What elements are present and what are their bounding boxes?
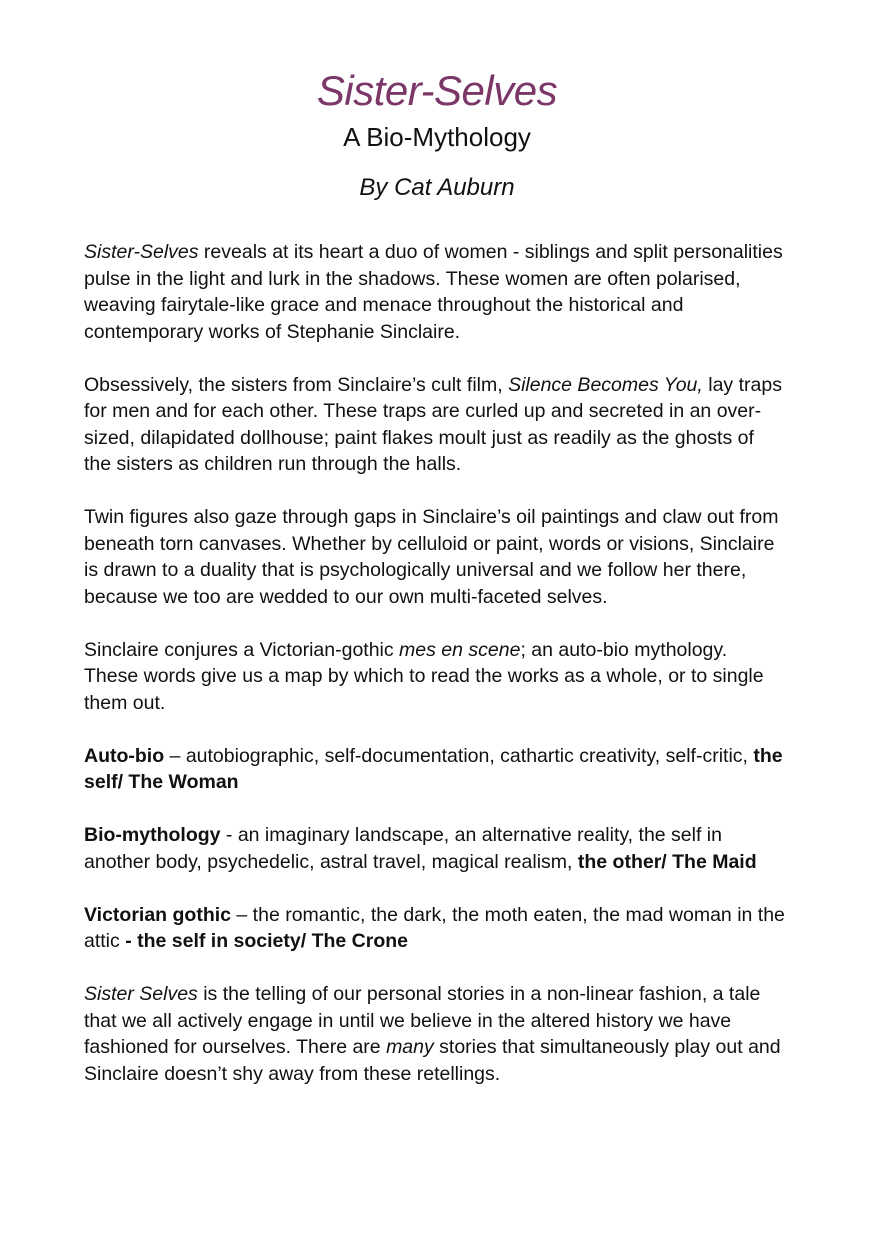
definition-conclusion: - the self in society/ The Crone	[125, 930, 408, 952]
definition-conclusion: the other/ The Maid	[577, 850, 757, 873]
author-byline: By Cat Auburn	[359, 174, 515, 201]
document-title: Sister-Selves	[316, 67, 558, 114]
paragraph-closing	[84, 981, 786, 1087]
italic-film-title: Silence Becomes You,	[508, 373, 703, 396]
definition-term: Bio-mythology	[84, 824, 221, 846]
essay-body	[84, 239, 786, 1114]
paragraph-text: is the telling of our personal stories in a non-linear fashion, a tale that we all actively engage in until we believe in the altered history we have fashioned for ourselves. There are	[84, 983, 761, 1058]
paragraph-text: Obsessively, the sisters from Sinclaire’s cult film,	[84, 373, 509, 396]
paragraph-text: stories that simultaneously play out and Sinclaire doesn’t shy away from these retellings.	[84, 1036, 781, 1085]
definition-text: – the romantic, the dark, the moth eaten, the mad woman in the attic	[84, 903, 785, 952]
definition-conclusion: the self/ The Woman	[84, 744, 783, 793]
definition-auto-bio	[84, 743, 786, 796]
document-subtitle: A Bio-Mythology	[343, 122, 531, 152]
paragraph-intro	[84, 239, 786, 345]
italic-work-title: Sister-Selves	[84, 241, 199, 263]
definition-term: Victorian gothic	[84, 903, 231, 926]
italic-phrase: mes en scene	[399, 638, 521, 661]
paragraph-text: lay traps for men and for each other. These traps are curled up and secreted in an over-sized, dilapidated dollhouse; paint flakes moult just as readily as the ghosts of the sisters as children run through the halls.	[84, 373, 782, 475]
definition-term: Auto-bio	[84, 744, 165, 767]
paragraph-film	[84, 372, 786, 478]
paragraph-text: ; an auto-bio mythology. These words give us a map by which to read the works as a whole, or to single them out.	[84, 638, 764, 714]
definition-bio-mythology	[84, 822, 786, 875]
paragraph-paintings	[84, 504, 786, 610]
definition-text: - an imaginary landscape, an alternative reality, the self in another body, psychedelic, astral travel, magical realism,	[84, 824, 722, 873]
definition-victorian-gothic	[84, 902, 786, 955]
paragraph-text: Sinclaire conjures a Victorian-gothic	[84, 638, 400, 661]
italic-work-title: Sister Selves	[84, 983, 198, 1005]
paragraph-text: reveals at its heart a duo of women - siblings and split personalities pulse in the light and lurk in the shadows. These women are often polarised, weaving fairytale-like grace and menace throughout the historical and contemporary works of Stephanie Sinclaire.	[84, 241, 783, 343]
paragraph-gothic	[84, 637, 786, 717]
paragraph-text: Twin figures also gaze through gaps in Sinclaire’s oil paintings and claw out from beneath torn canvases. Whether by celluloid or paint, words or visions, Sinclaire is drawn to a duality that is psychologically universal and we follow her there, because we too are wedded to our own multi-faceted selves.	[84, 506, 779, 608]
definition-text: – autobiographic, self-documentation, cathartic creativity, self-critic,	[164, 744, 754, 767]
italic-emphasis: many	[386, 1036, 434, 1058]
